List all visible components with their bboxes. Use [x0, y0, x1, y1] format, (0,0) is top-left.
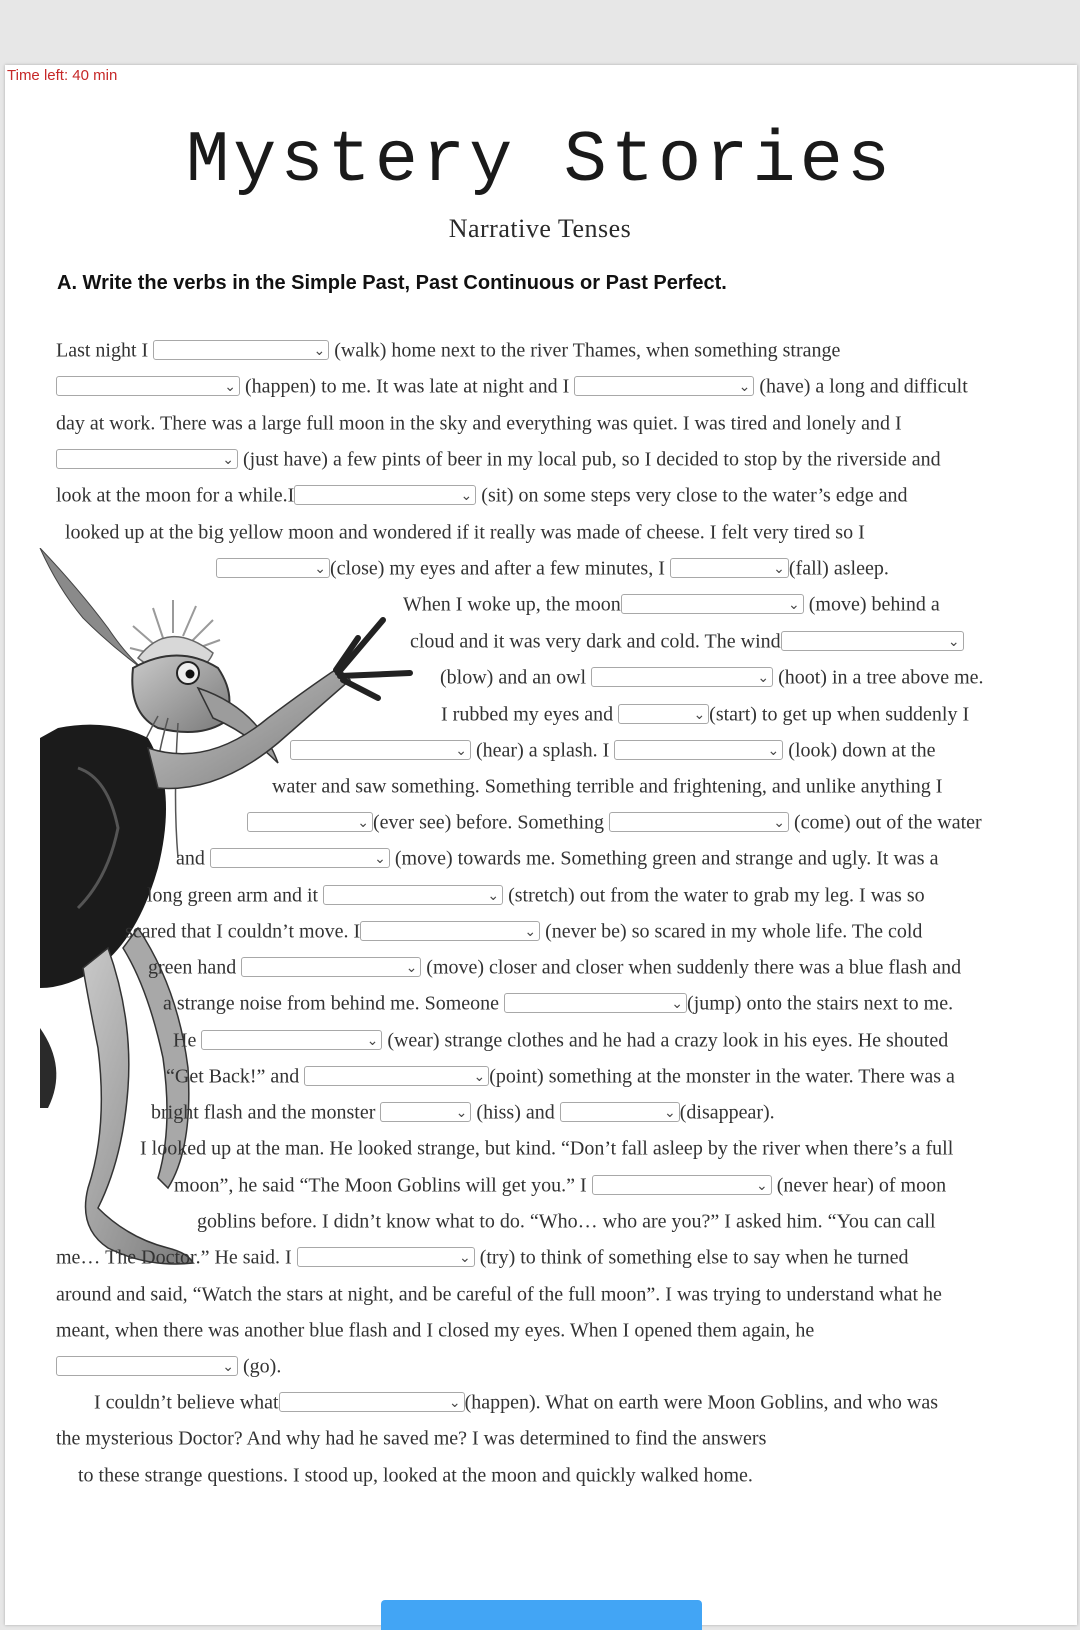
story-line — [140, 1134, 953, 1160]
story-text: bright flash and the monster — [151, 1101, 376, 1124]
story-text: (disappear). — [679, 1101, 775, 1124]
verb-dropdown[interactable] — [609, 812, 789, 832]
exercise-instruction: A. Write the verbs in the Simple Past, Past Continuous or Past Perfect. — [57, 272, 727, 294]
story-line — [56, 1316, 814, 1342]
verb-dropdown[interactable] — [323, 885, 503, 905]
story-line — [163, 989, 953, 1015]
story-text: long green arm and it — [147, 884, 319, 907]
page-title: Mystery Stories — [185, 120, 895, 202]
story-text: (hoot) in a tree above me. — [778, 666, 984, 689]
story-text: day at work. There was a large full moon in the sky and everything was quiet. I was tired and lonely and I — [56, 412, 902, 435]
verb-dropdown[interactable] — [279, 1392, 465, 1412]
verb-dropdown[interactable] — [574, 376, 754, 396]
story-text: green hand — [148, 956, 237, 979]
story-text: “Get Back!” and — [166, 1065, 300, 1088]
story-line — [78, 1461, 753, 1487]
story-text: (have) a long and difficult — [759, 375, 968, 398]
story-line — [410, 627, 964, 653]
story-text: I looked up at the man. He looked strange, but kind. “Don’t fall asleep by the river when there’s a full — [140, 1137, 954, 1160]
check-answers-button[interactable] — [381, 1600, 702, 1630]
time-left-label: Time left: 40 min — [7, 67, 118, 84]
story-text: (happen). What on earth were Moon Goblins, and who was — [464, 1391, 938, 1414]
story-text: look at the moon for a while.I — [56, 484, 295, 507]
story-text: (happen) to me. It was late at night and I — [245, 375, 570, 398]
story-text: (jump) onto the stairs next to me. — [687, 992, 954, 1015]
story-line — [151, 1098, 775, 1124]
verb-dropdown[interactable] — [56, 1356, 238, 1376]
story-text: looked up at the big yellow moon and wondered if it really was made of cheese. I felt very tired so I — [65, 521, 865, 544]
verb-dropdown[interactable] — [153, 340, 329, 360]
story-text: (point) something at the monster in the water. There was a — [489, 1065, 955, 1088]
story-line — [56, 445, 941, 471]
story-text: (move) closer and closer when suddenly there was a blue flash and — [426, 956, 962, 979]
verb-dropdown[interactable] — [560, 1102, 680, 1122]
story-text: (fall) asleep. — [788, 557, 889, 580]
story-text: (try) to think of something else to say when he turned — [479, 1246, 909, 1269]
story-line — [440, 663, 984, 689]
verb-dropdown[interactable] — [614, 740, 783, 760]
story-text: (just have) a few pints of beer in my local pub, so I decided to stop by the riverside and — [243, 448, 941, 471]
page-subtitle: Narrative Tenses — [448, 214, 632, 243]
story-text: (walk) home next to the river Thames, when something strange — [334, 339, 841, 362]
story-text: I couldn’t believe what — [94, 1391, 279, 1414]
story-line — [176, 844, 938, 870]
story-text: (ever see) before. Something — [373, 811, 605, 834]
story-line — [94, 1388, 938, 1414]
verb-dropdown[interactable] — [304, 1066, 489, 1086]
story-line — [56, 1424, 766, 1450]
story-line — [247, 808, 982, 834]
story-text: He — [173, 1029, 197, 1052]
story-line — [403, 590, 940, 616]
goblin-illustration-icon — [38, 548, 438, 1278]
verb-dropdown[interactable] — [618, 704, 709, 724]
story-text: Last night I — [56, 339, 149, 362]
story-text: goblins before. I didn’t know what to do. “Who… who are you?” I asked him. “You can call — [197, 1210, 936, 1233]
verb-dropdown[interactable] — [201, 1030, 382, 1050]
story-text: (move) towards me. Something green and strange and ugly. It was a — [394, 847, 939, 870]
story-line — [174, 1171, 946, 1197]
story-line — [125, 917, 922, 943]
story-text: (wear) strange clothes and he had a crazy look in his eyes. He shouted — [387, 1029, 949, 1052]
story-text: (go). — [243, 1355, 282, 1378]
story-text: (come) out of the water — [794, 811, 982, 834]
verb-dropdown[interactable] — [504, 993, 687, 1013]
story-line — [56, 1280, 942, 1306]
story-line — [166, 1062, 955, 1088]
story-text: moon”, he said “The Moon Goblins will get you.” I — [174, 1174, 587, 1197]
story-line — [56, 1352, 281, 1378]
story-text: (move) behind a — [808, 593, 940, 616]
story-text: me… The Doctor.” He said. I — [56, 1246, 292, 1269]
story-text: water and saw something. Something terrible and frightening, and unlike anything I — [272, 775, 943, 798]
story-text: scared that I couldn’t move. I — [125, 920, 361, 943]
verb-dropdown[interactable] — [621, 594, 804, 614]
story-line — [65, 518, 865, 544]
verb-dropdown[interactable] — [247, 812, 373, 832]
story-text: (stretch) out from the water to grab my leg. I was so — [508, 884, 925, 907]
verb-dropdown[interactable] — [360, 921, 540, 941]
story-text: I rubbed my eyes and — [441, 703, 614, 726]
verb-dropdown[interactable] — [297, 1247, 475, 1267]
story-text: (never be) so scared in my whole life. The cold — [545, 920, 923, 943]
story-line — [56, 409, 902, 435]
story-line — [56, 481, 907, 507]
story-line — [148, 953, 961, 979]
verb-dropdown[interactable] — [591, 667, 773, 687]
verb-dropdown[interactable] — [294, 485, 476, 505]
story-text: When I woke up, the moon — [403, 593, 621, 616]
story-line — [197, 1207, 936, 1233]
story-text: cloud and it was very dark and cold. The wind — [410, 630, 781, 653]
story-text: (never hear) of moon — [776, 1174, 947, 1197]
verb-dropdown[interactable] — [781, 631, 964, 651]
story-text: (start) to get up when suddenly I — [709, 703, 970, 726]
story-text: meant, when there was another blue flash and I closed my eyes. When I opened them again, he — [56, 1319, 815, 1342]
story-line — [173, 1026, 948, 1052]
story-line — [147, 881, 925, 907]
story-text: (hiss) and — [476, 1101, 555, 1124]
verb-dropdown[interactable] — [216, 558, 330, 578]
story-text: (sit) on some steps very close to the water’s edge and — [481, 484, 908, 507]
story-line — [56, 336, 840, 362]
story-line — [441, 700, 969, 726]
story-text: (blow) and an owl — [440, 666, 587, 689]
story-text: a strange noise from behind me. Someone — [163, 992, 500, 1015]
story-line — [272, 772, 942, 798]
story-text: (close) my eyes and after a few minutes, I — [330, 557, 665, 580]
story-text: (hear) a splash. I — [476, 739, 610, 762]
story-line — [290, 736, 935, 762]
verb-dropdown[interactable] — [241, 957, 421, 977]
verb-dropdown[interactable] — [592, 1175, 772, 1195]
story-text: around and said, “Watch the stars at night, and be careful of the full moon”. I was trying to understand what he — [56, 1283, 942, 1306]
verb-dropdown[interactable] — [670, 558, 789, 578]
story-text: the mysterious Doctor? And why had he saved me? I was determined to find the answers — [56, 1427, 767, 1450]
story-line — [56, 1243, 909, 1269]
story-text: (look) down at the — [788, 739, 936, 762]
story-text: to these strange questions. I stood up, looked at the moon and quickly walked home. — [78, 1464, 753, 1487]
verb-dropdown[interactable] — [210, 848, 390, 868]
verb-dropdown[interactable] — [290, 740, 471, 760]
verb-dropdown[interactable] — [56, 376, 240, 396]
story-text: and — [176, 847, 205, 870]
verb-dropdown[interactable] — [380, 1102, 471, 1122]
verb-dropdown[interactable] — [56, 449, 238, 469]
story-line — [216, 554, 889, 580]
story-line — [56, 372, 968, 398]
